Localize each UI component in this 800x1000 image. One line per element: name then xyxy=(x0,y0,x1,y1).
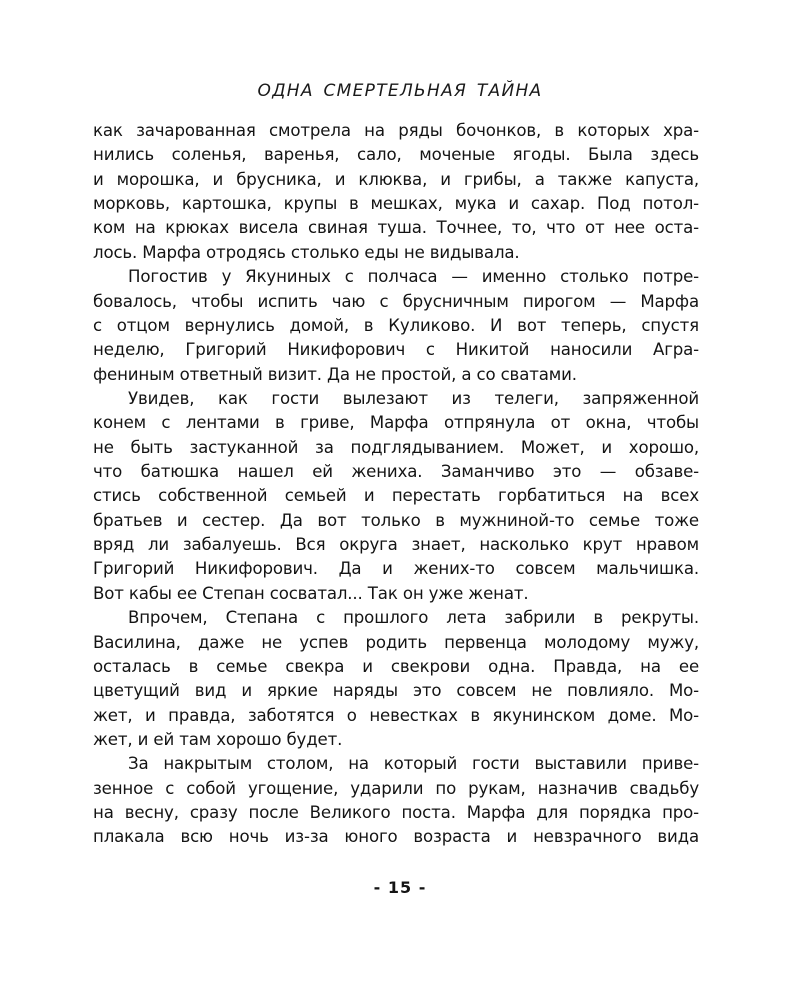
page-number: - 15 - xyxy=(373,878,427,897)
text-line: неделю, Григорий Никифорович с Никитой наносили Агра- xyxy=(93,340,699,360)
body-text xyxy=(93,119,699,850)
text-line: на весну, сразу после Великого поста. Марфа для порядка про- xyxy=(93,803,699,823)
text-line: стись собственной семьей и перестать горбатиться на всех xyxy=(93,486,699,506)
text-line: лось. Марфа отродясь столько еды не видывала. xyxy=(93,242,520,262)
text-line: с отцом вернулись домой, в Куликово. И вот теперь, спустя xyxy=(93,315,699,335)
running-head: ОДНА СМЕРТЕЛЬНАЯ ТАЙНА xyxy=(257,81,543,101)
text-line: что батюшка нашел ей жениха. Заманчиво это — обзаве- xyxy=(93,462,699,482)
text-line: морковь, картошка, крупы в мешках, мука и сахар. Под потол- xyxy=(93,194,699,214)
text-line: фениным ответный визит. Да не простой, а со сватами. xyxy=(93,364,577,384)
text-line: ком на крюках висела свиная туша. Точнее, то, что от нее оста- xyxy=(93,218,699,238)
text-line: зенное с собой угощение, ударили по рукам, назначив свадьбу xyxy=(93,778,699,798)
text-line: плакала всю ночь из-за юного возраста и невзрачного вида xyxy=(93,827,699,847)
text-line: осталась в семье свекра и свекрови одна. Правда, на ее xyxy=(93,656,699,676)
paragraph-first-line: Погостив у Якуниных с полчаса — именно столько потре- xyxy=(128,267,699,287)
text-line: жет, и ей там хорошо будет. xyxy=(93,729,343,749)
text-line: и морошка, и брусника, и клюква, и грибы, а также капуста, xyxy=(93,169,699,189)
text-line: бовалось, чтобы испить чаю с брусничным пирогом — Марфа xyxy=(93,291,699,311)
text-line: Вот кабы ее Степан сосватал... Так он уже женат. xyxy=(93,583,529,603)
text-line: вряд ли забалуешь. Вся округа знает, насколько крут нравом xyxy=(93,535,699,555)
text-line: Григорий Никифорович. Да и жених-то совсем мальчишка. xyxy=(93,559,699,579)
paragraph-first-line: За накрытым столом, на который гости выставили приве- xyxy=(128,754,699,774)
text-line: цветущий вид и яркие наряды это совсем не повлияло. Мо- xyxy=(93,681,699,701)
text-line: не быть застуканной за подглядыванием. Может, и хорошо, xyxy=(93,437,699,457)
text-line: нились соленья, варенья, сало, моченые ягоды. Была здесь xyxy=(93,145,699,165)
text-line: как зачарованная смотрела на ряды бочонков, в которых хра- xyxy=(93,121,699,140)
text-line: Василина, даже не успев родить первенца молодому мужу, xyxy=(93,632,699,652)
paragraph-first-line: Впрочем, Степана с прошлого лета забрили в рекруты. xyxy=(128,608,699,628)
text-line: жет, и правда, заботятся о невестках в якунинском доме. Мо- xyxy=(93,705,699,725)
text-line: братьев и сестер. Да вот только в мужниной-то семье тоже xyxy=(93,510,699,530)
text-line: конем с лентами в гриве, Марфа отпрянула от окна, чтобы xyxy=(93,413,699,433)
paragraph-first-line: Увидев, как гости вылезают из телеги, запряженной xyxy=(128,388,699,408)
